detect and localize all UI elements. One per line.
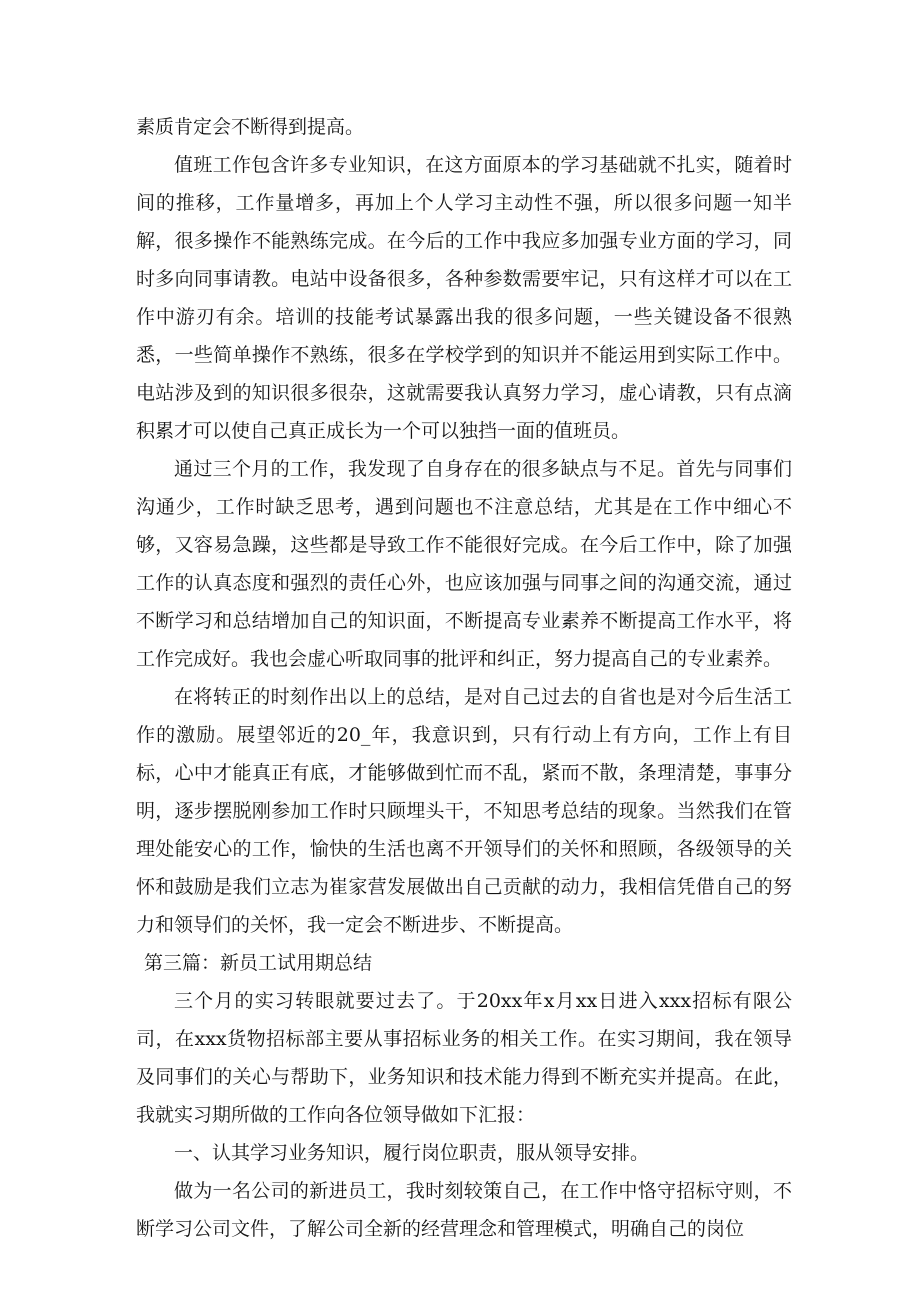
section-heading: 第三篇：新员工试用期总结 (144, 952, 373, 974)
paragraph-continuation: 素质肯定会不断得到提高。 (136, 116, 365, 138)
paragraph-new-employee: 做为一名公司的新进员工，我时刻较策自己，在工作中恪守招标守则，不断学习公司文件，了解公司全新的经营理念和管理模式，明确自己的岗位 (136, 1180, 792, 1240)
paragraph-duty-knowledge: 值班工作包含许多专业知识，在这方面原本的学习基础就不扎实，随着时间的推移，工作量增多，再加上个人学习主动性不强，所以很多问题一知半解，很多操作不能熟练完成。在今后的工作中我应多加强专业方面的学习，同时多向同事请教。电站中设备很多，各种参数需要牢记，只有这样才可以在工作中游刃有余。培训的技能考试暴露出我的很多问题，一些关键设备不很熟悉，一些简单操作不熟练，很多在学校学到的知识并不能运用到实际工作中。电站涉及到的知识很多很杂，这就需要我认真努力学习，虚心请教，只有点滴积累才可以使自己真正成长为一个可以独挡一面的值班员。 (136, 154, 792, 442)
paragraph-shortcomings: 通过三个月的工作，我发现了自身存在的很多缺点与不足。首先与同事们沟通少，工作时缺乏思考，遇到问题也不注意总结，尤其是在工作中细心不够，又容易急躁，这些都是导致工作不能很好完成。在今后工作中，除了加强工作的认真态度和强烈的责任心外，也应该加强与同事之间的沟通交流，通过不断学习和总结增加自己的知识面，不断提高专业素养不断提高工作水平，将工作完成好。我也会虚心听取同事的批评和纠正，努力提高自己的专业素养。 (136, 458, 792, 670)
paragraph-outlook: 在将转正的时刻作出以上的总结，是对自己过去的自省也是对今后生活工作的激励。展望邻近的20_年，我意识到，只有行动上有方向，工作上有目标，心中才能真正有底，才能够做到忙而不乱，紧而不散，条理清楚，事事分明，逐步摆脱刚参加工作时只顾埋头干，不知思考总结的现象。当然我们在管理处能安心的工作，愉快的生活也离不开领导们的关怀和照顾，各级领导的关怀和鼓励是我们立志为崔家营发展做出自己贡献的动力，我相信凭借自己的努力和领导们的关怀，我一定会不断进步、不断提高。 (136, 686, 792, 936)
paragraph-subheading: 一、认其学习业务知识，履行岗位职责，服从领导安排。 (174, 1142, 650, 1164)
paragraph-internship-intro: 三个月的实习转眼就要过去了。于20xx年x月xx日进入xxx招标有限公司，在xxx货物招标部主要从事招标业务的相关工作。在实习期间，我在领导及同事们的关心与帮助下，业务知识和技术能力得到不断充实并提高。在此，我就实习期所做的工作向各位领导做如下汇报： (136, 990, 792, 1126)
document-body (136, 108, 792, 1248)
